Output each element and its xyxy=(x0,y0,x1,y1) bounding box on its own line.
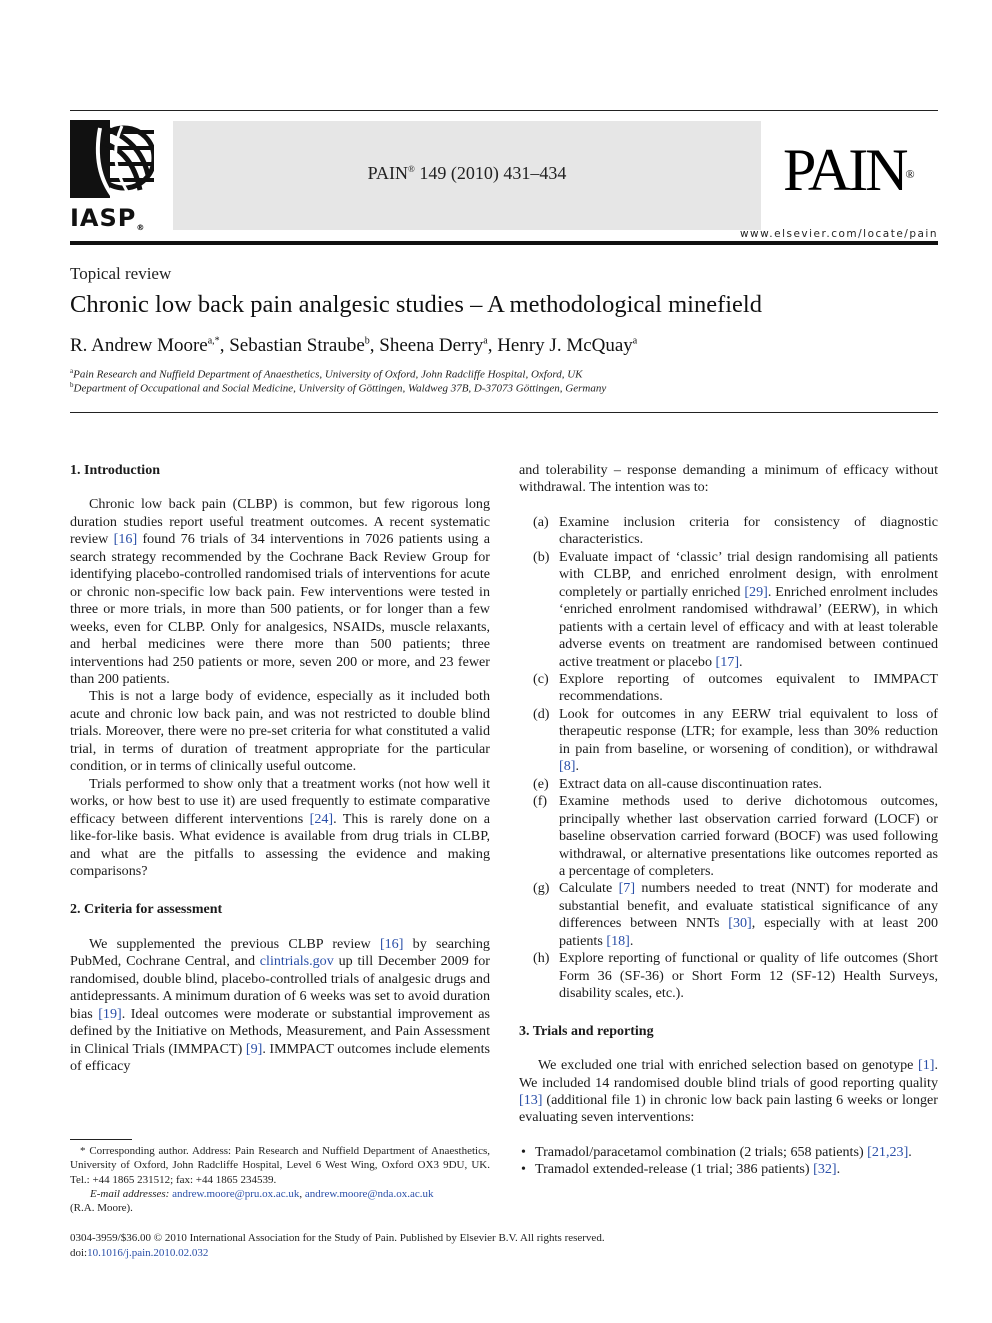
author-list: R. Andrew Moore$^{a,*}$, Sebastian Straube$^b$, Sheena Derry$^a$, Henry J. McQuay$^a$ xyxy=(70,335,638,356)
footnote: * Corresponding author. Address: Pain Research and Nuffield Department of Anaesthetics, University of Oxford, John Radcliffe Hospital, Level 6 West Wing, Oxford OX3 9DU, UK. Tel.: +44 1865 231512; fax: +44 1865 234539. E-mail addresses: andrew.moore@pru.ox.ac.uk, andrew.moore@nda.ox.ac.uk (R.A. Moore). xyxy=(70,1145,490,1215)
citation-link[interactable]: [29] xyxy=(744,583,768,600)
iasp-registered-mark: ® xyxy=(136,223,146,232)
list-item: • Tramadol extended-release (1 trial; 386 patients) [32]. xyxy=(519,1161,938,1178)
left-column xyxy=(70,462,490,1076)
citation-link[interactable]: [7] xyxy=(618,880,636,897)
author-affiliation-mark: a xyxy=(483,335,488,347)
issn-line: 0304-3959/$36.00 © 2010 International Association for the Study of Pain. Published by Elsevier B.V. All rights reserved. xyxy=(70,1232,605,1244)
citation-link[interactable]: [1] xyxy=(918,1057,935,1074)
citation-link[interactable]: [19] xyxy=(98,1005,122,1022)
right-column xyxy=(519,462,938,1179)
author-affiliation-mark: a xyxy=(632,335,638,347)
objectives-list xyxy=(519,514,938,1003)
pain-logo-registered-mark: ® xyxy=(905,167,915,181)
citation-link[interactable]: [16] xyxy=(379,935,404,952)
footnote-star: * xyxy=(80,1145,86,1157)
list-item: (d) Look for outcomes in any EERW trial equivalent to loss of therapeutic response (LTR; for example, less than 30% reduction in pain from baseline, or worsening of condition), or withdrawal [8]. xyxy=(533,705,938,775)
citation-link[interactable]: [24] xyxy=(309,810,334,827)
list-item: (b) Evaluate impact of ‘classic’ trial design randomising all patients with CLBP, and enriched enrolment design, with enrolment completely or partially enriched [29]. Enriched enrolment includes ‘enriched enrolment randomised withdrawal’ (EERW), in which patients with a certain level of efficacy and with at least tolerable adverse events on treatment are randomised between continued active treatment or placebo [17]. xyxy=(533,548,938,670)
author-affiliation-mark: a,* xyxy=(207,335,220,347)
citation-link[interactable]: [13] xyxy=(519,1091,543,1108)
author-affiliation-mark: b xyxy=(364,335,370,347)
affiliation-b: $^b$Department of Occupational and Social Medicine, University of Göttingen, Waldweg 37B, D-37073 Göttingen, Germany xyxy=(70,381,607,395)
footnote-rule xyxy=(70,1139,132,1140)
list-item: (f) Examine methods used to derive dichotomous outcomes, principally whether last observation carried forward (LOCF) or baseline observation carried forward (BOCF) was used following withdrawal, or alternative presentations like outcomes reported as a percentage of completers. xyxy=(533,793,938,879)
affiliation-a: $^a$Pain Research and Nuffield Department of Anaesthetics, University of Oxford, John Radcliffe Hospital, Oxford, UK xyxy=(70,367,583,381)
paragraph: We excluded one trial with enriched selection based on genotype [1]. We included 14 randomised double blind trials of good reporting quality [13] (additional file 1) in chronic low back pain lasting 6 weeks or longer evaluating seven interventions: xyxy=(519,1057,938,1126)
section-heading: 2. Criteria for assessment xyxy=(70,902,223,918)
citation-link[interactable]: [32] xyxy=(813,1161,837,1178)
clintrials-link[interactable]: clintrials.gov xyxy=(259,953,334,970)
citation-link[interactable]: [16] xyxy=(113,531,138,548)
paragraph: and tolerability – response demanding a minimum of efficacy without withdrawal. The intention was to: xyxy=(519,462,938,496)
paragraph: Chronic low back pain (CLBP) is common, but few rigorous long duration studies report useful treatment outcomes. A recent systematic review [16] found 76 trials of 34 interventions in 7026 patients using a search strategy recommended by the Cochrane Back Review Group for identifying placebo-controlled randomised trials of interventions for acute or chronic non-specific low back pain. Few interventions were tested in three or more trials, in more than 500 patients, or for longer than a few weeks, even for CLBP. Only for analgesics, NSAIDs, muscle relaxants, and herbal medicines were there more than 500 patients; three interventions had 250 patients or more, seven 200 or more, and 23 fewer than 200 patients. xyxy=(70,496,490,687)
list-item: (e) Extract data on all-cause discontinuation rates. xyxy=(533,775,822,792)
email-link[interactable]: andrew.moore@pru.ox.ac.uk xyxy=(172,1187,300,1200)
paragraph: Trials performed to show only that a treatment works (not how well it works, or how best to use it) are used frequently to estimate comparative efficacy between different interventions [24]. This is rarely done on a like-for-like basis. What evidence is available from drug trials in CLBP, and what are the pitfalls to assessing the evidence and making comparisons? xyxy=(70,775,490,879)
list-item: (g) Calculate [7] numbers needed to treat (NNT) for moderate and substantial benefit, and evaluate statistical significance of any differences between NNTs [30], especially with at least 200 patients [18]. xyxy=(533,880,938,949)
article-type: Topical review xyxy=(70,264,172,283)
list-item: (c) Explore reporting of outcomes equivalent to IMMPACT recommendations. xyxy=(533,670,938,705)
title-block-rule xyxy=(70,412,938,413)
citation-link[interactable]: [9] xyxy=(245,1040,263,1057)
article-title: Chronic low back pain analgesic studies – A methodological minefield xyxy=(70,291,762,318)
top-rule xyxy=(70,110,938,111)
author-name: Henry J. McQuay xyxy=(497,335,633,356)
list-item: (h) Explore reporting of functional or quality of life outcomes (Short Form 36 (SF-36) or Short Form 12 (SF-12) Health Surveys, disability scales, etc.). xyxy=(533,950,938,1002)
list-item: (a) Examine inclusion criteria for consistency of diagnostic characteristics. xyxy=(533,513,938,548)
journal-registered-mark: ® xyxy=(408,164,415,174)
author-name: R. Andrew Moore xyxy=(70,335,208,356)
doi-line: doi:10.1016/j.pain.2010.02.032 xyxy=(70,1246,209,1259)
journal-url-link[interactable]: www.elsevier.com/locate/pain xyxy=(739,228,938,240)
list-item: • Tramadol/paracetamol combination (2 trials; 658 patients) [21,23]. xyxy=(519,1144,938,1161)
doi-link[interactable]: 10.1016/j.pain.2010.02.032 xyxy=(87,1246,209,1259)
paragraph: We supplemented the previous CLBP review [16] by searching PubMed, Cochrane Central, and clintrials.gov up till December 2009 for randomised, double blind, placebo-controlled trials of analgesic drugs and antidepressants. A minimum duration of 6 weeks was set to avoid duration bias [19]. Ideal outcomes were moderate or substantial improvement as defined by the Initiative on Methods, Measurement, and Pain Assessment in Clinical Trials (IMMPACT) [9]. IMMPACT outcomes include elements of efficacy xyxy=(70,935,491,1075)
interventions-list xyxy=(519,1144,938,1179)
citation-link[interactable]: [18] xyxy=(606,932,630,949)
paragraph: This is not a large body of evidence, especially as it included both acute and chronic low back pain, and was not restricted to double blind trials. Moreover, there were no pre-set criteria for what constituted a valid trial, in terms of duration of treatment appropriate for the particular condition, or in terms of clinically useful outcome. xyxy=(70,688,490,775)
citation-link[interactable]: [8] xyxy=(559,758,576,775)
iasp-logo-text: IASP® xyxy=(70,204,146,232)
issn-doi-block xyxy=(70,1231,605,1260)
citation-link[interactable]: [21,23] xyxy=(867,1143,909,1160)
author-name: Sebastian Straube xyxy=(229,335,365,356)
author-name: Sheena Derry xyxy=(379,335,484,356)
section-heading: 3. Trials and reporting xyxy=(519,1023,654,1039)
header-thick-rule xyxy=(70,241,938,245)
email-link[interactable]: andrew.moore@nda.ox.ac.uk xyxy=(304,1187,434,1200)
citation-link[interactable]: [17] xyxy=(715,653,740,670)
citation-link[interactable]: [30] xyxy=(728,915,752,932)
journal-citation: PAIN® 149 (2010) 431–434 xyxy=(367,163,567,183)
section-heading: 1. Introduction xyxy=(70,463,160,478)
pain-journal-logo: PAIN® xyxy=(783,137,915,203)
iasp-globe-icon xyxy=(70,120,154,200)
